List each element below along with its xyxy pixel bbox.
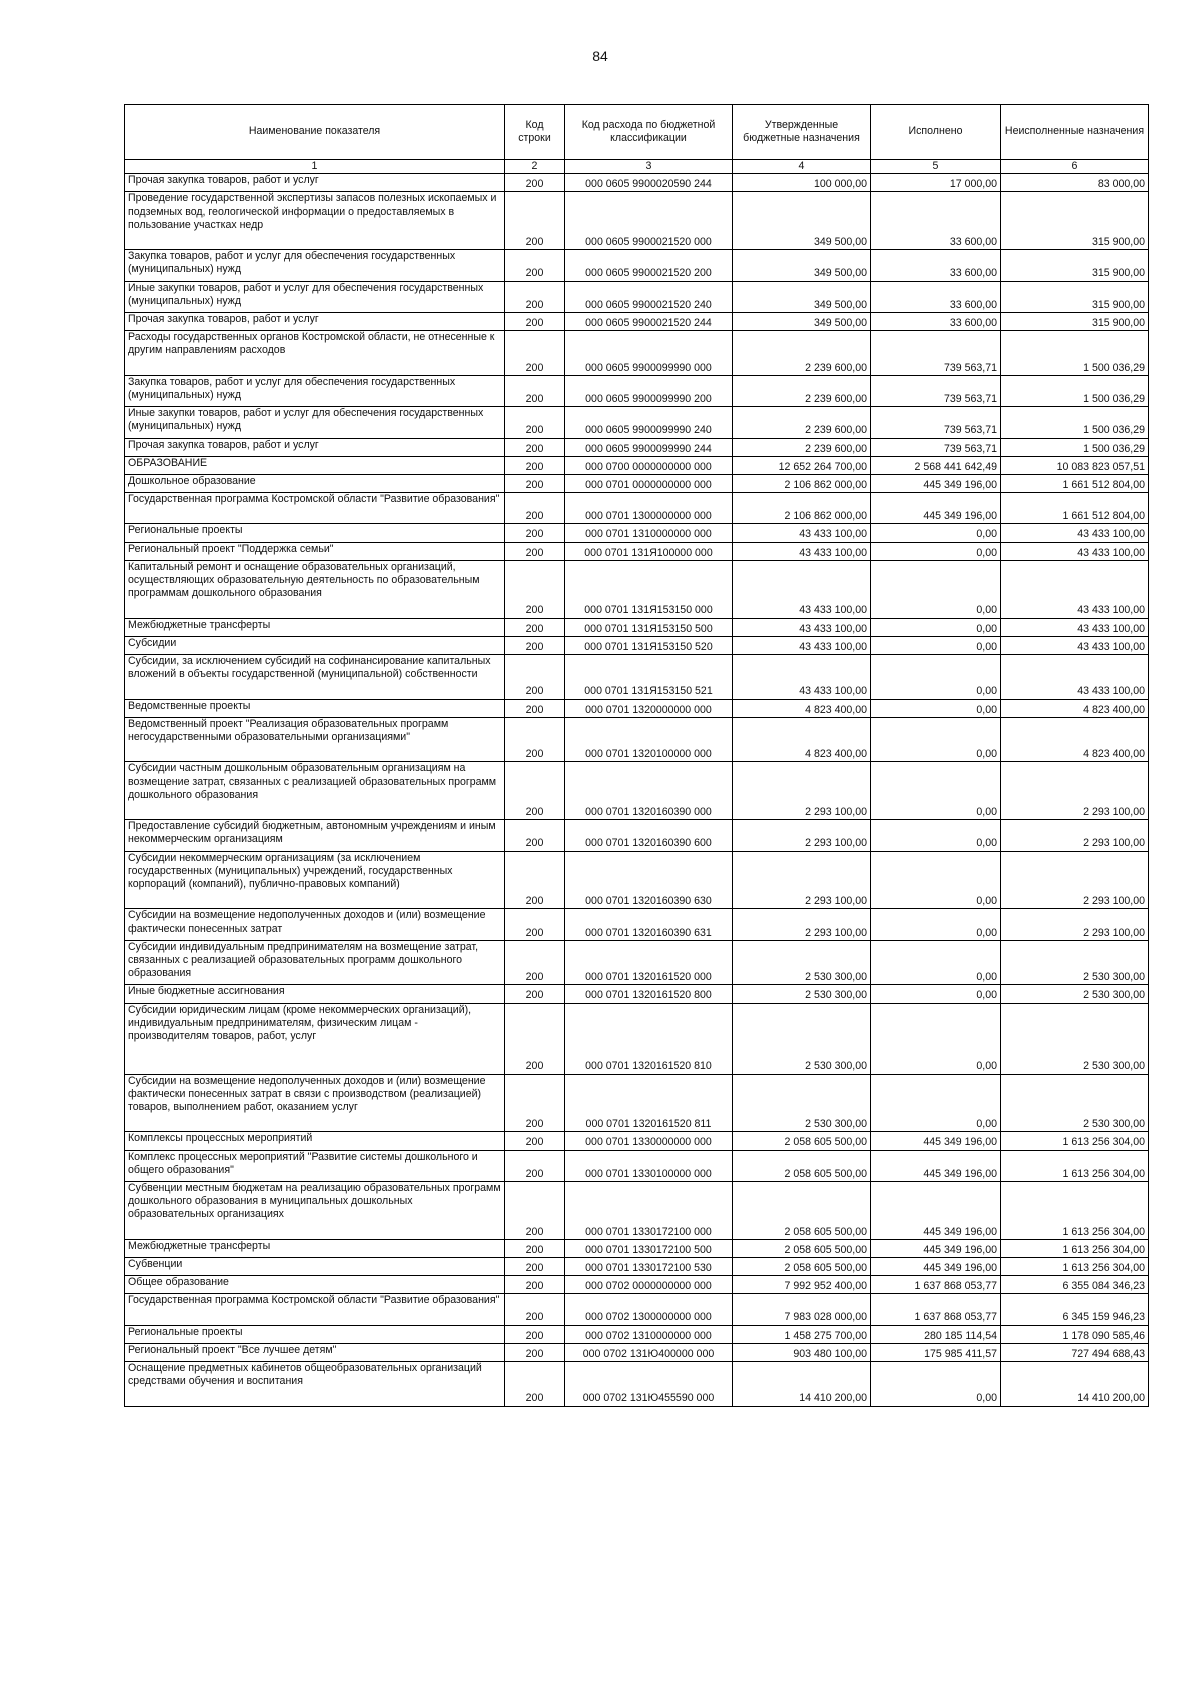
column-number: 5 bbox=[871, 160, 1001, 174]
row-line-code: 200 bbox=[505, 717, 565, 762]
row-unexecuted: 10 083 823 057,51 bbox=[1001, 456, 1149, 474]
row-name: Комплексы процессных мероприятий bbox=[125, 1132, 505, 1150]
row-line-code: 200 bbox=[505, 438, 565, 456]
row-executed: 1 637 868 053,77 bbox=[871, 1294, 1001, 1325]
row-budget-code: 000 0701 1320100000 000 bbox=[565, 717, 733, 762]
row-line-code: 200 bbox=[505, 1294, 565, 1325]
table-row bbox=[125, 1362, 1149, 1407]
row-approved: 100 000,00 bbox=[733, 174, 871, 192]
row-budget-code: 000 0701 1320161520 811 bbox=[565, 1074, 733, 1132]
row-budget-code: 000 0701 1320161520 000 bbox=[565, 940, 733, 985]
row-approved: 2 058 605 500,00 bbox=[733, 1132, 871, 1150]
row-unexecuted: 315 900,00 bbox=[1001, 281, 1149, 312]
table-row bbox=[125, 618, 1149, 636]
page-number: 84 bbox=[592, 48, 608, 64]
row-unexecuted: 1 500 036,29 bbox=[1001, 331, 1149, 376]
row-budget-code: 000 0701 1320160390 000 bbox=[565, 762, 733, 820]
row-name: Закупка товаров, работ и услуг для обеспечения государственных (муниципальных) нужд bbox=[125, 375, 505, 406]
row-name: Иные закупки товаров, работ и услуг для обеспечения государственных (муниципальных) нужд bbox=[125, 281, 505, 312]
table-row bbox=[125, 1276, 1149, 1294]
row-executed: 445 349 196,00 bbox=[871, 493, 1001, 524]
row-line-code: 200 bbox=[505, 281, 565, 312]
table-row bbox=[125, 560, 1149, 618]
row-unexecuted: 2 293 100,00 bbox=[1001, 851, 1149, 909]
row-line-code: 200 bbox=[505, 820, 565, 851]
row-budget-code: 000 0605 9900021520 200 bbox=[565, 250, 733, 281]
row-unexecuted: 727 494 688,43 bbox=[1001, 1343, 1149, 1361]
row-unexecuted: 43 433 100,00 bbox=[1001, 560, 1149, 618]
table-row bbox=[125, 1343, 1149, 1361]
row-executed: 17 000,00 bbox=[871, 174, 1001, 192]
row-executed: 33 600,00 bbox=[871, 312, 1001, 330]
row-approved: 2 293 100,00 bbox=[733, 820, 871, 851]
row-line-code: 200 bbox=[505, 618, 565, 636]
column-number: 6 bbox=[1001, 160, 1149, 174]
row-budget-code: 000 0605 9900020590 244 bbox=[565, 174, 733, 192]
row-executed: 0,00 bbox=[871, 940, 1001, 985]
row-name: Ведомственный проект "Реализация образовательных программ негосударственными образовательными организациями" bbox=[125, 717, 505, 762]
row-approved: 903 480 100,00 bbox=[733, 1343, 871, 1361]
row-approved: 14 410 200,00 bbox=[733, 1362, 871, 1407]
row-approved: 2 058 605 500,00 bbox=[733, 1239, 871, 1257]
row-unexecuted: 1 613 256 304,00 bbox=[1001, 1257, 1149, 1275]
column-number: 4 bbox=[733, 160, 871, 174]
row-unexecuted: 1 500 036,29 bbox=[1001, 375, 1149, 406]
row-budget-code: 000 0701 1320000000 000 bbox=[565, 699, 733, 717]
row-approved: 43 433 100,00 bbox=[733, 524, 871, 542]
row-name: Межбюджетные трансферты bbox=[125, 1239, 505, 1257]
row-approved: 43 433 100,00 bbox=[733, 560, 871, 618]
row-line-code: 200 bbox=[505, 407, 565, 438]
row-budget-code: 000 0701 131Я153150 000 bbox=[565, 560, 733, 618]
row-budget-code: 000 0701 131Я153150 521 bbox=[565, 655, 733, 700]
row-name: Субсидии некоммерческим организациям (за исключением государственных (муниципальных) учреждений, государственных корпораций (компаний), публично-правовых компаний) bbox=[125, 851, 505, 909]
row-line-code: 200 bbox=[505, 1239, 565, 1257]
row-name: Расходы государственных органов Костромской области, не отнесенные к другим направлениям расходов bbox=[125, 331, 505, 376]
row-line-code: 200 bbox=[505, 851, 565, 909]
row-name: Субсидии, за исключением субсидий на софинансирование капитальных вложений в объекты государственной (муниципальной) собственности bbox=[125, 655, 505, 700]
row-budget-code: 000 0701 1330172100 000 bbox=[565, 1181, 733, 1239]
row-line-code: 200 bbox=[505, 560, 565, 618]
row-budget-code: 000 0701 1310000000 000 bbox=[565, 524, 733, 542]
row-line-code: 200 bbox=[505, 655, 565, 700]
row-name: Субсидии юридическим лицам (кроме некоммерческих организаций), индивидуальным предпринимателям, физическим лицам - производителям товаров, работ, услуг bbox=[125, 1003, 505, 1074]
row-name: Субвенции местным бюджетам на реализацию образовательных программ дошкольного образования в муниципальных дошкольных образовательных организациях bbox=[125, 1181, 505, 1239]
row-executed: 2 568 441 642,49 bbox=[871, 456, 1001, 474]
row-approved: 7 983 028 000,00 bbox=[733, 1294, 871, 1325]
row-line-code: 200 bbox=[505, 909, 565, 940]
row-approved: 2 530 300,00 bbox=[733, 1074, 871, 1132]
row-executed: 739 563,71 bbox=[871, 331, 1001, 376]
row-executed: 0,00 bbox=[871, 618, 1001, 636]
table-row bbox=[125, 636, 1149, 654]
table-row bbox=[125, 438, 1149, 456]
row-approved: 349 500,00 bbox=[733, 281, 871, 312]
row-budget-code: 000 0605 9900021520 244 bbox=[565, 312, 733, 330]
row-approved: 349 500,00 bbox=[733, 192, 871, 250]
row-line-code: 200 bbox=[505, 375, 565, 406]
row-executed: 0,00 bbox=[871, 909, 1001, 940]
row-approved: 349 500,00 bbox=[733, 312, 871, 330]
row-name: Дошкольное образование bbox=[125, 474, 505, 492]
table-row bbox=[125, 1257, 1149, 1275]
table-row bbox=[125, 717, 1149, 762]
row-name: Комплекс процессных мероприятий "Развитие системы дошкольного и общего образования" bbox=[125, 1150, 505, 1181]
row-name: Капитальный ремонт и оснащение образовательных организаций, осуществляющих образовательную деятельность по образовательным программам дошкольного образования bbox=[125, 560, 505, 618]
row-executed: 1 637 868 053,77 bbox=[871, 1276, 1001, 1294]
row-unexecuted: 2 530 300,00 bbox=[1001, 940, 1149, 985]
row-unexecuted: 14 410 200,00 bbox=[1001, 1362, 1149, 1407]
row-approved: 2 058 605 500,00 bbox=[733, 1257, 871, 1275]
table-row bbox=[125, 542, 1149, 560]
table-row bbox=[125, 655, 1149, 700]
row-budget-code: 000 0701 0000000000 000 bbox=[565, 474, 733, 492]
row-budget-code: 000 0701 131Я100000 000 bbox=[565, 542, 733, 560]
row-budget-code: 000 0605 9900021520 000 bbox=[565, 192, 733, 250]
table-row bbox=[125, 456, 1149, 474]
row-unexecuted: 6 355 084 346,23 bbox=[1001, 1276, 1149, 1294]
row-line-code: 200 bbox=[505, 174, 565, 192]
row-line-code: 200 bbox=[505, 542, 565, 560]
table-row bbox=[125, 1181, 1149, 1239]
row-unexecuted: 1 661 512 804,00 bbox=[1001, 474, 1149, 492]
table-row bbox=[125, 174, 1149, 192]
table-row bbox=[125, 699, 1149, 717]
row-line-code: 200 bbox=[505, 1325, 565, 1343]
table-row bbox=[125, 474, 1149, 492]
table-row bbox=[125, 909, 1149, 940]
row-approved: 43 433 100,00 bbox=[733, 542, 871, 560]
row-name: Предоставление субсидий бюджетным, автономным учреждениям и иным некоммерческим организациям bbox=[125, 820, 505, 851]
row-name: Межбюджетные трансферты bbox=[125, 618, 505, 636]
header-executed: Исполнено bbox=[871, 105, 1001, 160]
row-unexecuted: 2 530 300,00 bbox=[1001, 1074, 1149, 1132]
row-approved: 2 293 100,00 bbox=[733, 909, 871, 940]
row-unexecuted: 4 823 400,00 bbox=[1001, 699, 1149, 717]
row-approved: 2 106 862 000,00 bbox=[733, 474, 871, 492]
row-executed: 445 349 196,00 bbox=[871, 474, 1001, 492]
row-approved: 2 530 300,00 bbox=[733, 985, 871, 1003]
row-line-code: 200 bbox=[505, 636, 565, 654]
row-approved: 2 058 605 500,00 bbox=[733, 1181, 871, 1239]
table-row bbox=[125, 1074, 1149, 1132]
row-name: Субсидии индивидуальным предпринимателям на возмещение затрат, связанных с реализацией образовательных программ дошкольного образования bbox=[125, 940, 505, 985]
table-row bbox=[125, 1150, 1149, 1181]
row-budget-code: 000 0702 1300000000 000 bbox=[565, 1294, 733, 1325]
row-line-code: 200 bbox=[505, 1257, 565, 1275]
row-unexecuted: 43 433 100,00 bbox=[1001, 524, 1149, 542]
row-line-code: 200 bbox=[505, 312, 565, 330]
header-budget-code: Код расхода по бюджетной классификации bbox=[565, 105, 733, 160]
table-row bbox=[125, 312, 1149, 330]
header-name: Наименование показателя bbox=[125, 105, 505, 160]
row-unexecuted: 43 433 100,00 bbox=[1001, 636, 1149, 654]
row-line-code: 200 bbox=[505, 250, 565, 281]
header-approved: Утвержденные бюджетные назначения bbox=[733, 105, 871, 160]
row-name: Прочая закупка товаров, работ и услуг bbox=[125, 174, 505, 192]
row-executed: 445 349 196,00 bbox=[871, 1257, 1001, 1275]
table-row bbox=[125, 407, 1149, 438]
row-executed: 0,00 bbox=[871, 542, 1001, 560]
row-unexecuted: 1 613 256 304,00 bbox=[1001, 1181, 1149, 1239]
row-line-code: 200 bbox=[505, 985, 565, 1003]
row-name: Государственная программа Костромской области "Развитие образования" bbox=[125, 1294, 505, 1325]
row-name: Региональный проект "Поддержка семьи" bbox=[125, 542, 505, 560]
row-approved: 2 058 605 500,00 bbox=[733, 1150, 871, 1181]
row-line-code: 200 bbox=[505, 493, 565, 524]
row-executed: 739 563,71 bbox=[871, 407, 1001, 438]
table-body bbox=[125, 174, 1149, 1406]
row-executed: 0,00 bbox=[871, 1003, 1001, 1074]
row-approved: 2 239 600,00 bbox=[733, 331, 871, 376]
row-line-code: 200 bbox=[505, 762, 565, 820]
row-name: Оснащение предметных кабинетов общеобразовательных организаций средствами обучения и воспитания bbox=[125, 1362, 505, 1407]
row-name: Общее образование bbox=[125, 1276, 505, 1294]
header-row bbox=[125, 105, 1149, 160]
row-executed: 445 349 196,00 bbox=[871, 1239, 1001, 1257]
row-approved: 43 433 100,00 bbox=[733, 655, 871, 700]
row-line-code: 200 bbox=[505, 331, 565, 376]
row-budget-code: 000 0702 131Ю455590 000 bbox=[565, 1362, 733, 1407]
row-executed: 0,00 bbox=[871, 655, 1001, 700]
row-budget-code: 000 0702 131Ю400000 000 bbox=[565, 1343, 733, 1361]
row-approved: 2 239 600,00 bbox=[733, 375, 871, 406]
row-unexecuted: 2 530 300,00 bbox=[1001, 985, 1149, 1003]
row-executed: 280 185 114,54 bbox=[871, 1325, 1001, 1343]
row-unexecuted: 43 433 100,00 bbox=[1001, 542, 1149, 560]
row-executed: 0,00 bbox=[871, 560, 1001, 618]
row-unexecuted: 83 000,00 bbox=[1001, 174, 1149, 192]
row-line-code: 200 bbox=[505, 1343, 565, 1361]
row-unexecuted: 315 900,00 bbox=[1001, 192, 1149, 250]
row-unexecuted: 6 345 159 946,23 bbox=[1001, 1294, 1149, 1325]
row-approved: 2 530 300,00 bbox=[733, 940, 871, 985]
row-budget-code: 000 0701 131Я153150 520 bbox=[565, 636, 733, 654]
row-unexecuted: 2 293 100,00 bbox=[1001, 909, 1149, 940]
row-approved: 12 652 264 700,00 bbox=[733, 456, 871, 474]
row-executed: 445 349 196,00 bbox=[871, 1150, 1001, 1181]
row-budget-code: 000 0605 9900099990 000 bbox=[565, 331, 733, 376]
row-budget-code: 000 0701 1330000000 000 bbox=[565, 1132, 733, 1150]
row-approved: 2 106 862 000,00 bbox=[733, 493, 871, 524]
row-name: Субсидии bbox=[125, 636, 505, 654]
row-budget-code: 000 0605 9900099990 244 bbox=[565, 438, 733, 456]
row-budget-code: 000 0701 1320161520 810 bbox=[565, 1003, 733, 1074]
header-unexecuted: Неисполненные назначения bbox=[1001, 105, 1149, 160]
table-row bbox=[125, 851, 1149, 909]
table-row bbox=[125, 250, 1149, 281]
row-name: Региональные проекты bbox=[125, 1325, 505, 1343]
row-unexecuted: 1 613 256 304,00 bbox=[1001, 1132, 1149, 1150]
column-number-row bbox=[125, 160, 1149, 174]
row-approved: 2 239 600,00 bbox=[733, 438, 871, 456]
row-executed: 33 600,00 bbox=[871, 281, 1001, 312]
row-approved: 1 458 275 700,00 bbox=[733, 1325, 871, 1343]
row-approved: 43 433 100,00 bbox=[733, 636, 871, 654]
row-budget-code: 000 0701 1320160390 600 bbox=[565, 820, 733, 851]
row-unexecuted: 1 178 090 585,46 bbox=[1001, 1325, 1149, 1343]
row-budget-code: 000 0702 1310000000 000 bbox=[565, 1325, 733, 1343]
row-unexecuted: 4 823 400,00 bbox=[1001, 717, 1149, 762]
row-budget-code: 000 0701 1330172100 500 bbox=[565, 1239, 733, 1257]
table-row bbox=[125, 820, 1149, 851]
row-executed: 0,00 bbox=[871, 1362, 1001, 1407]
row-line-code: 200 bbox=[505, 1181, 565, 1239]
row-unexecuted: 1 500 036,29 bbox=[1001, 438, 1149, 456]
row-executed: 0,00 bbox=[871, 820, 1001, 851]
row-line-code: 200 bbox=[505, 474, 565, 492]
column-number: 3 bbox=[565, 160, 733, 174]
row-unexecuted: 2 293 100,00 bbox=[1001, 820, 1149, 851]
table-row bbox=[125, 524, 1149, 542]
row-name: Закупка товаров, работ и услуг для обеспечения государственных (муниципальных) нужд bbox=[125, 250, 505, 281]
row-name: Субвенции bbox=[125, 1257, 505, 1275]
row-unexecuted: 315 900,00 bbox=[1001, 250, 1149, 281]
row-line-code: 200 bbox=[505, 524, 565, 542]
row-name: Прочая закупка товаров, работ и услуг bbox=[125, 438, 505, 456]
row-executed: 33 600,00 bbox=[871, 250, 1001, 281]
row-budget-code: 000 0605 9900099990 240 bbox=[565, 407, 733, 438]
row-name: Региональные проекты bbox=[125, 524, 505, 542]
row-line-code: 200 bbox=[505, 1150, 565, 1181]
table-row bbox=[125, 1325, 1149, 1343]
row-budget-code: 000 0701 1300000000 000 bbox=[565, 493, 733, 524]
row-budget-code: 000 0701 1320160390 631 bbox=[565, 909, 733, 940]
row-approved: 2 293 100,00 bbox=[733, 762, 871, 820]
row-executed: 0,00 bbox=[871, 1074, 1001, 1132]
table-row bbox=[125, 985, 1149, 1003]
row-line-code: 200 bbox=[505, 1276, 565, 1294]
row-executed: 0,00 bbox=[871, 636, 1001, 654]
row-executed: 0,00 bbox=[871, 851, 1001, 909]
row-unexecuted: 315 900,00 bbox=[1001, 312, 1149, 330]
budget-execution-table bbox=[124, 104, 1149, 1407]
row-line-code: 200 bbox=[505, 192, 565, 250]
table-row bbox=[125, 1294, 1149, 1325]
row-unexecuted: 1 661 512 804,00 bbox=[1001, 493, 1149, 524]
row-approved: 7 992 952 400,00 bbox=[733, 1276, 871, 1294]
row-unexecuted: 1 500 036,29 bbox=[1001, 407, 1149, 438]
row-line-code: 200 bbox=[505, 456, 565, 474]
row-approved: 2 239 600,00 bbox=[733, 407, 871, 438]
row-executed: 33 600,00 bbox=[871, 192, 1001, 250]
row-name: ОБРАЗОВАНИЕ bbox=[125, 456, 505, 474]
row-name: Ведомственные проекты bbox=[125, 699, 505, 717]
row-name: Субсидии частным дошкольным образовательным организациям на возмещение затрат, связанных с реализацией образовательных программ дошкольного образования bbox=[125, 762, 505, 820]
row-executed: 0,00 bbox=[871, 985, 1001, 1003]
column-number: 1 bbox=[125, 160, 505, 174]
row-name: Прочая закупка товаров, работ и услуг bbox=[125, 312, 505, 330]
row-budget-code: 000 0701 1320161520 800 bbox=[565, 985, 733, 1003]
row-line-code: 200 bbox=[505, 940, 565, 985]
row-budget-code: 000 0701 1320160390 630 bbox=[565, 851, 733, 909]
row-unexecuted: 2 530 300,00 bbox=[1001, 1003, 1149, 1074]
table-row bbox=[125, 1132, 1149, 1150]
row-unexecuted: 1 613 256 304,00 bbox=[1001, 1150, 1149, 1181]
row-executed: 739 563,71 bbox=[871, 438, 1001, 456]
row-unexecuted: 43 433 100,00 bbox=[1001, 655, 1149, 700]
row-line-code: 200 bbox=[505, 1132, 565, 1150]
column-number: 2 bbox=[505, 160, 565, 174]
row-approved: 2 530 300,00 bbox=[733, 1003, 871, 1074]
row-name: Субсидии на возмещение недополученных доходов и (или) возмещение фактически понесенных затрат bbox=[125, 909, 505, 940]
row-name: Проведение государственной экспертизы запасов полезных ископаемых и подземных вод, геологической информации о предоставляемых в пользование участках недр bbox=[125, 192, 505, 250]
row-name: Региональный проект "Все лучшее детям" bbox=[125, 1343, 505, 1361]
row-executed: 175 985 411,57 bbox=[871, 1343, 1001, 1361]
row-executed: 445 349 196,00 bbox=[871, 1181, 1001, 1239]
table-row bbox=[125, 493, 1149, 524]
row-executed: 0,00 bbox=[871, 717, 1001, 762]
row-budget-code: 000 0702 0000000000 000 bbox=[565, 1276, 733, 1294]
row-name: Государственная программа Костромской области "Развитие образования" bbox=[125, 493, 505, 524]
row-approved: 349 500,00 bbox=[733, 250, 871, 281]
row-approved: 43 433 100,00 bbox=[733, 618, 871, 636]
table-row bbox=[125, 762, 1149, 820]
row-executed: 739 563,71 bbox=[871, 375, 1001, 406]
row-approved: 4 823 400,00 bbox=[733, 699, 871, 717]
row-unexecuted: 1 613 256 304,00 bbox=[1001, 1239, 1149, 1257]
row-name: Иные бюджетные ассигнования bbox=[125, 985, 505, 1003]
row-budget-code: 000 0701 1330172100 530 bbox=[565, 1257, 733, 1275]
row-approved: 2 293 100,00 bbox=[733, 851, 871, 909]
row-executed: 0,00 bbox=[871, 524, 1001, 542]
row-budget-code: 000 0701 131Я153150 500 bbox=[565, 618, 733, 636]
table-row bbox=[125, 940, 1149, 985]
row-budget-code: 000 0701 1330100000 000 bbox=[565, 1150, 733, 1181]
row-budget-code: 000 0605 9900021520 240 bbox=[565, 281, 733, 312]
row-approved: 4 823 400,00 bbox=[733, 717, 871, 762]
table-row bbox=[125, 192, 1149, 250]
row-line-code: 200 bbox=[505, 1362, 565, 1407]
row-unexecuted: 43 433 100,00 bbox=[1001, 618, 1149, 636]
row-line-code: 200 bbox=[505, 699, 565, 717]
row-budget-code: 000 0700 0000000000 000 bbox=[565, 456, 733, 474]
row-name: Иные закупки товаров, работ и услуг для обеспечения государственных (муниципальных) нужд bbox=[125, 407, 505, 438]
table-row bbox=[125, 331, 1149, 376]
row-line-code: 200 bbox=[505, 1003, 565, 1074]
table-row bbox=[125, 1003, 1149, 1074]
row-unexecuted: 2 293 100,00 bbox=[1001, 762, 1149, 820]
table-row bbox=[125, 281, 1149, 312]
row-name: Субсидии на возмещение недополученных доходов и (или) возмещение фактически понесенных затрат в связи с производством (реализацией) товаров, выполнением работ, оказанием услуг bbox=[125, 1074, 505, 1132]
row-executed: 0,00 bbox=[871, 762, 1001, 820]
table-row bbox=[125, 375, 1149, 406]
row-executed: 0,00 bbox=[871, 699, 1001, 717]
row-line-code: 200 bbox=[505, 1074, 565, 1132]
header-line-code: Код строки bbox=[505, 105, 565, 160]
row-executed: 445 349 196,00 bbox=[871, 1132, 1001, 1150]
table-row bbox=[125, 1239, 1149, 1257]
row-budget-code: 000 0605 9900099990 200 bbox=[565, 375, 733, 406]
